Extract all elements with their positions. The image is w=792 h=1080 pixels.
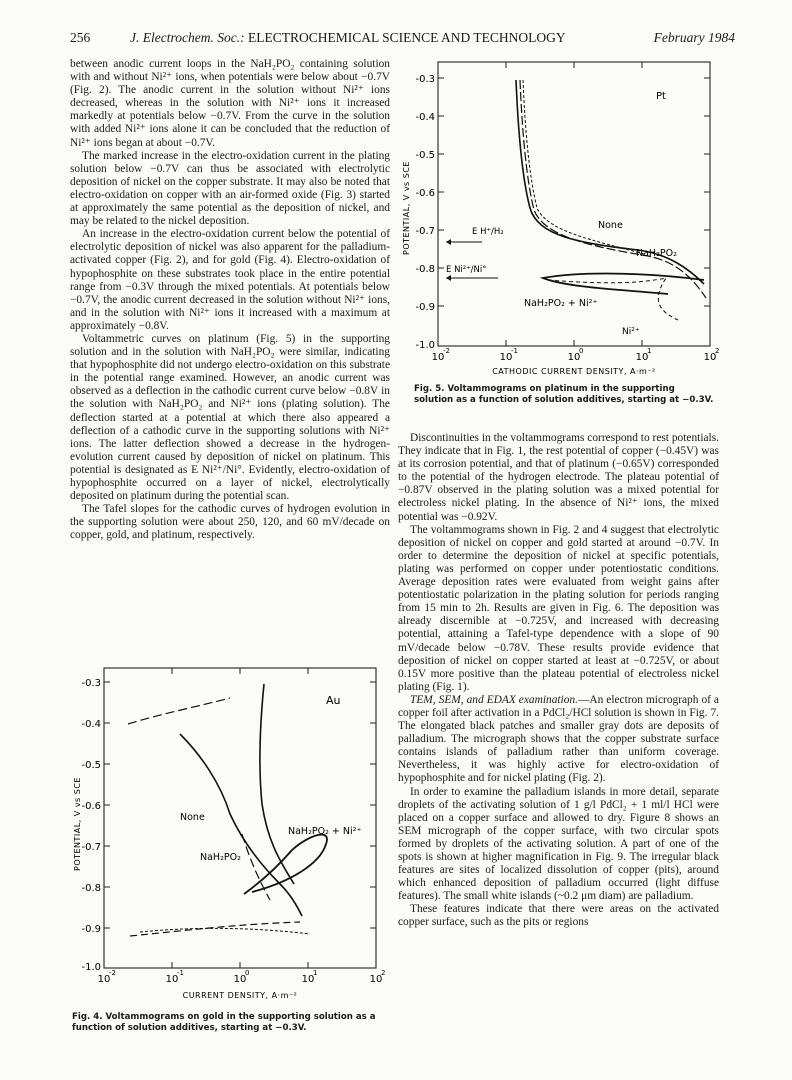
paragraph: The Tafel slopes for the cathodic curves of hydrogen evolution in the supporting solution were about 250, 120, and 60 mV/decade on copper, gold, and platinum, respectively. (70, 503, 390, 542)
fig4-plot (70, 664, 390, 1012)
fig4-label-none: None (180, 812, 205, 823)
right-column (398, 432, 719, 930)
left-column (70, 58, 390, 542)
fig4-xtick-exp: 1 (313, 969, 318, 977)
fig4-ytick: -0.6 (81, 801, 101, 812)
fig5-xtick-base: 10 (431, 352, 445, 363)
fig5-xtick-base: 10 (635, 352, 649, 363)
fig4-xtick-base: 10 (233, 974, 247, 985)
fig4-xlabel: CURRENT DENSITY, A·m⁻² (182, 991, 298, 1000)
fig4-ytick: -0.3 (81, 678, 101, 689)
fig4-xtick-exp: 0 (245, 969, 250, 977)
fig5-xtick-base: 10 (567, 352, 581, 363)
fig5-xtick-exp: 2 (715, 347, 720, 355)
fig4-xtick-exp: 2 (381, 969, 386, 977)
fig4-frame (104, 668, 376, 968)
running-header (70, 30, 735, 50)
paragraph: between anodic current loops in the NaH₂PO₂ containing solution with and without Ni²⁺ ions, when potentials were below about −0.7V (Fig. 2). The anodic current in the solution without Ni²⁺ ions decreased, whereas in the solution with Ni²⁺ ions it increased markedly at potentials below −0.7V. From the curve in the solution with added Ni²⁺ ions alone it can be concluded that the reduction of Ni²⁺ ions began at about −0.7V. (70, 58, 390, 149)
fig5-xtick-exp: 1 (647, 347, 652, 355)
fig5-ytick: -0.4 (415, 112, 435, 123)
fig5-label-ni: Ni²⁺ (622, 327, 640, 337)
fig5-eni-label: E Ni²⁺/Ni° (446, 265, 487, 275)
fig4-xtick-exp: -1 (177, 969, 184, 977)
fig4-metal-label: Au (326, 694, 341, 707)
fig5-ytick: -0.6 (415, 188, 435, 199)
fig5-eh-label: E H⁺/H₂ (472, 227, 504, 237)
fig5-ytick: -0.8 (415, 264, 435, 275)
fig5-label-plating: NaH₂PO₂ + Ni²⁺ (524, 298, 598, 309)
fig4-ytick: -0.7 (81, 842, 101, 853)
issue-date: February 1984 (653, 30, 735, 45)
fig5-curve-ni (523, 80, 644, 254)
fig4-caption-text: Voltammograms on gold in the supporting solution as a function of solution additives, starting at −0.3V. (72, 1012, 376, 1033)
fig5-eni-arrowhead (446, 275, 451, 281)
fig4-xtick-base: 10 (97, 974, 111, 985)
fig5-caption (414, 384, 714, 406)
paragraph: Voltammetric curves on platinum (Fig. 5) in the supporting solution and in the solution with NaH₂PO₂ were similar, indicating that hypophosphite did not undergo electro-oxidation on this substrate in the potential range examined. However, an anodic current was observed as a deflection in the cathodic current curve below −0.8V in the solution with NaH₂PO₂ and Ni²⁺ ions (plating solution). The deflection started at a potential at which there also appeared a deflection of a cathodic curve in the supporting solutions with Ni²⁺ ions. The latter deflection showed a decrease in the hydrogen-evolution current caused by deposition of nickel on platinum. This potential is designated as E Ni²⁺/Ni°. Evidently, electro-oxidation of hypophosphite occurred on a layer of nickel, electrolytically deposited on platinum during the potential scan. (70, 332, 390, 503)
fig4-curve-mixed (140, 928, 310, 934)
section-heading: TEM, SEM, and EDAX examination. (410, 693, 578, 706)
fig4-xtick-base: 10 (369, 974, 383, 985)
fig4-curve-nah2po2-lower (130, 922, 300, 936)
fig5-xtick-exp: -2 (443, 347, 450, 355)
journal-line (130, 30, 566, 46)
fig4-ytick: -0.8 (81, 883, 101, 894)
fig4-xtick-base: 10 (165, 974, 179, 985)
fig4-label-plating: NaH₂PO₂ + Ni²⁺ (288, 826, 362, 837)
fig4-curve-none-upper (128, 698, 230, 724)
fig4-ytick: -0.5 (81, 760, 101, 771)
fig4-curve-plating-loop (244, 835, 327, 894)
section-name: ELECTROCHEMICAL SCIENCE AND TECHNOLOGY (247, 30, 566, 45)
fig5-xtick-exp: 0 (579, 347, 584, 355)
fig5-xtick-exp: -1 (511, 347, 518, 355)
paragraph: The marked increase in the electro-oxidation current in the plating solution below −0.7V can thus be associated with electrolytic deposition of nickel on the copper substrate. It may also be noted that electro-oxidation on copper with an air-formed oxide (Fig. 3) started at approximately the same potential as the deposition of nickel, and may be related to the nickel deposition. (70, 149, 390, 228)
fig5-xtick-base: 10 (499, 352, 513, 363)
fig5-eh-arrowhead (446, 239, 451, 245)
fig5-xlabel: CATHODIC CURRENT DENSITY, A·m⁻² (492, 367, 656, 376)
paragraph: Discontinuities in the voltammograms correspond to rest potentials. They indicate that in Fig. 1, the rest potential of copper (−0.45V) was at its corrosion potential, and that of platinum (−0.65V) corresponded to the potential of the hydrogen electrode. The plateau potential of −0.87V observed in the plating solution was a mixed potential for electroless nickel plating. In the absence of Ni²⁺ ions, the mixed potential was −0.92V. (398, 432, 719, 523)
fig4-label-nah2po2: NaH₂PO₂ (200, 852, 241, 863)
fig4-ytick: -0.4 (81, 719, 101, 730)
fig4-ytick: -0.9 (81, 924, 101, 935)
fig5-caption-label: Fig. 5. (414, 384, 445, 394)
fig4-xtick-base: 10 (301, 974, 315, 985)
fig5-curve-nah2po2 (520, 80, 706, 298)
fig5-curve-plating (543, 274, 704, 294)
fig4-ytick: -1.0 (81, 962, 101, 973)
section-text: —An electron micrograph of a copper foil after activation in a PdCl₂/HCl solution is shown in Fig. 7. The elongated black patches and smaller gray dots are deposits of palladium. The micrograph shows that the copper substrate surface contains islands of palladium rather than uniform coverage. Nevertheless, it was highly active for electro-oxidation of hypophosphite and for nickel plating (Fig. 2). (398, 693, 719, 785)
fig4-caption (72, 1012, 388, 1034)
paragraph: In order to examine the palladium islands in more detail, separate droplets of the activating solution of 1 g/l PdCl₂ + 1 ml/l HCl were placed on a copper surface and allowed to dry. Figure 8 shows an SEM micrograph of the copper surface, with two circular spots formed by droplets of the activating solution. A part of one of the spots is shown at higher magnification in Fig. 9. The irregular black features are sites of localized dissolution of copper (pits), around which enhanced deposition of palladium occurred (light diffuse features). The small white islands (~0.2 μm diam) are palladium. (398, 785, 719, 903)
figure-4 (70, 664, 390, 1012)
fig4-caption-label: Fig. 4. (72, 1012, 103, 1022)
fig5-label-nah2po2: NaH₂PO₂ (636, 248, 677, 259)
fig5-caption-text: Voltammograms on platinum in the supporting solution as a function of solution additives, starting at −0.3V. (414, 384, 714, 405)
fig5-xtick-base: 10 (703, 352, 717, 363)
journal-name: J. Electrochem. Soc.: (130, 30, 245, 45)
fig5-ytick: -0.7 (415, 226, 435, 237)
paragraph: The voltammograms shown in Fig. 2 and 4 suggest that electrolytic deposition of nickel on copper and gold started at around −0.7V. In order to determine the deposition of nickel at specific potentials, plating was performed on copper under potentiostatic conditions. Average deposition rates were evaluated from weight gains after potentiostatic polarization in the plating solution for periods ranging from 15 min to 2h. Results are given in Fig. 6. The deposition was already discernible at −0.725V, and increased with decreasing potential, attaining a Tafel-type dependence with a slope of 90 mV/decade below −0.78V. These results provide evidence that deposition of nickel on copper started at least at −0.725V, or about 0.15V more positive than the plateau potential of electroless nickel plating (Fig. 1). (398, 523, 719, 693)
fig4-ylabel: POTENTIAL, V vs SCE (73, 777, 82, 871)
paragraph (398, 694, 719, 786)
fig4-xtick-exp: -2 (109, 969, 116, 977)
page-number: 256 (70, 30, 91, 45)
paragraph: An increase in the electro-oxidation current below the potential of electrolytic deposition of nickel was also apparent for the palladium-activated copper (Fig. 2), and for gold (Fig. 4). Electro-oxidation of hypophosphite on these substrates took place in the entire potential range from −0.3V through the mixed potentials. At potentials below −0.7V, the anodic current decreased in the solution without Ni²⁺ ions, and in the solution with Ni²⁺ ions it increased with a maximum at approximately −0.8V. (70, 228, 390, 332)
fig5-ylabel: POTENTIAL, V vs SCE (402, 161, 411, 255)
figure-5 (398, 58, 723, 388)
fig5-ytick: -0.5 (415, 150, 435, 161)
fig5-ytick: -0.9 (415, 302, 435, 313)
fig4-curve-none (180, 734, 302, 916)
fig5-metal-label: Pt (656, 91, 666, 102)
fig5-plot (398, 58, 723, 388)
fig5-ytick: -0.3 (415, 74, 435, 85)
fig5-label-none: None (598, 220, 623, 231)
fig5-ytick: -1.0 (415, 340, 435, 351)
paragraph: These features indicate that there were areas on the activated copper surface, such as the pits or regions (398, 903, 719, 929)
